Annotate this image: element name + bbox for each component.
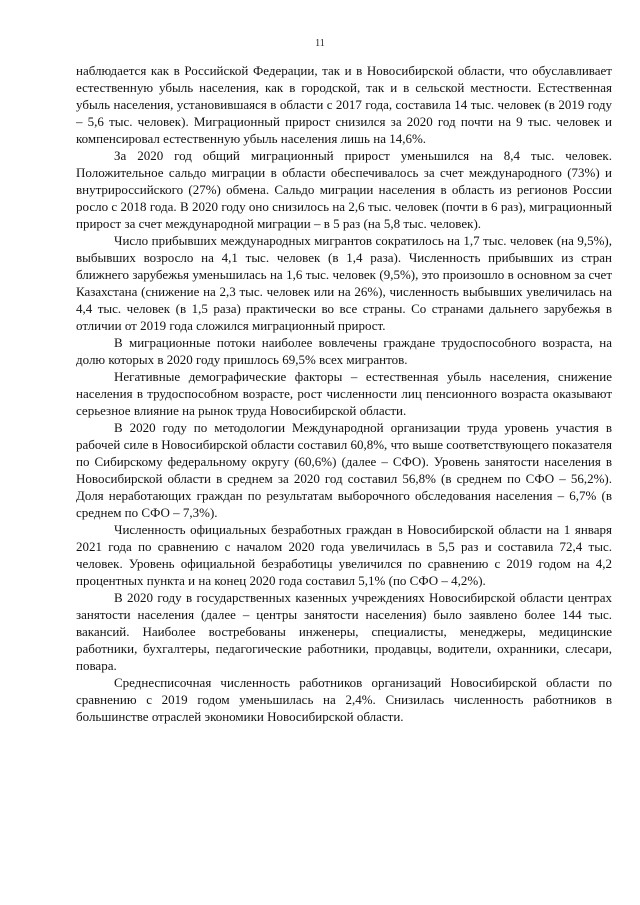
paragraph-working-age-migrants: В миграционные потоки наиболее вовлечены граждане трудоспособного возраста, на долю которых в 2020 году пришлось 69,5% всех мигрантов. <box>76 335 612 367</box>
body-text <box>76 62 612 725</box>
paragraph-continuation: наблюдается как в Российской Федерации, так и в Новосибирской области, что обуславливает естественную убыль населения, как в городской, так и в сельской местности. Естественная убыль населения, установившаяся в области с 2017 года, составила 14 тыс. человек (в 2019 году – 5,6 тыс. человек). Миграционный прирост снизился за 2020 год почти на 9 тыс. человек и компенсировал естественную убыль населения лишь на 14,6%. <box>76 63 612 146</box>
paragraph-demographic-factors: Негативные демографические факторы – естественная убыль населения, снижение населения в трудоспособном возрасте, рост численности лиц пенсионного возраста оказывают серьезное влияние на рынок труда Новосибирской области. <box>76 369 612 418</box>
paragraph-labour-force: В 2020 году по методологии Международной организации труда уровень участия в рабочей силе в Новосибирской области составил 60,8%, что выше соответствующего показателя по Сибирскому федеральному округу (60,6%) (далее – СФО). Уровень занятости населения в Новосибирской области в среднем за 2020 год составил 56,8% (в среднем по СФО – 56,2%). Доля неработающих граждан по результатам выборочного обследования населения – 6,7% (в среднем по СФО – 7,3%). <box>76 420 612 520</box>
paragraph-employee-count: Среднесписочная численность работников организаций Новосибирской области по сравнению с 2019 годом уменьшилась на 2,4%. Снизилась численность работников в большинстве отраслей экономики Новосибирской области. <box>76 675 612 724</box>
paragraph-vacancies: В 2020 году в государственных казенных учреждениях Новосибирской области центрах занятости населения (далее – центры занятости населения) было заявлено более 144 тыс. вакансий. Наиболее востребованы инженеры, специалисты, менеджеры, медицинские работники, бухгалтеры, педагогические работники, продавцы, водители, охранники, слесари, повара. <box>76 590 612 673</box>
paragraph-unemployment: Численность официальных безработных граждан в Новосибирской области на 1 января 2021 года по сравнению с началом 2020 года увеличилась в 5,5 раз и составила 72,4 тыс. человек. Уровень официальной безработицы увеличился по сравнению с 2019 годом на 4,2 процентных пункта и на конец 2020 года составил 5,1% (по СФО – 4,2%). <box>76 522 612 588</box>
page-number: 11 <box>315 38 325 49</box>
paragraph-migration-growth: За 2020 год общий миграционный прирост уменьшился на 8,4 тыс. человек. Положительное сальдо миграции в области обеспечивалось за счет международного (73%) и внутрироссийского (27%) обмена. Сальдо миграции населения в область из регионов России росло с 2018 года. В 2020 году оно снизилось на 2,6 тыс. человек (почти в 6 раз), миграционный прирост за счет международной миграции – в 5 раз (на 5,8 тыс. человек). <box>76 148 612 231</box>
paragraph-international-migrants: Число прибывших международных мигрантов сократилось на 1,7 тыс. человек (на 9,5%), выбывших возросло на 4,1 тыс. человек (в 1,4 раза). Численность прибывших из стран ближнего зарубежья уменьшилась на 1,6 тыс. человек (9,5%), это произошло в основном за счет Казахстана (снижение на 2,3 тыс. человек или на 26%), численность выбывших увеличилась на 4,4 тыс. человек (в 1,5 раза) практически во все страны. Со странами дальнего зарубежья в отличии от 2019 года сложился миграционный прирост. <box>76 233 612 333</box>
